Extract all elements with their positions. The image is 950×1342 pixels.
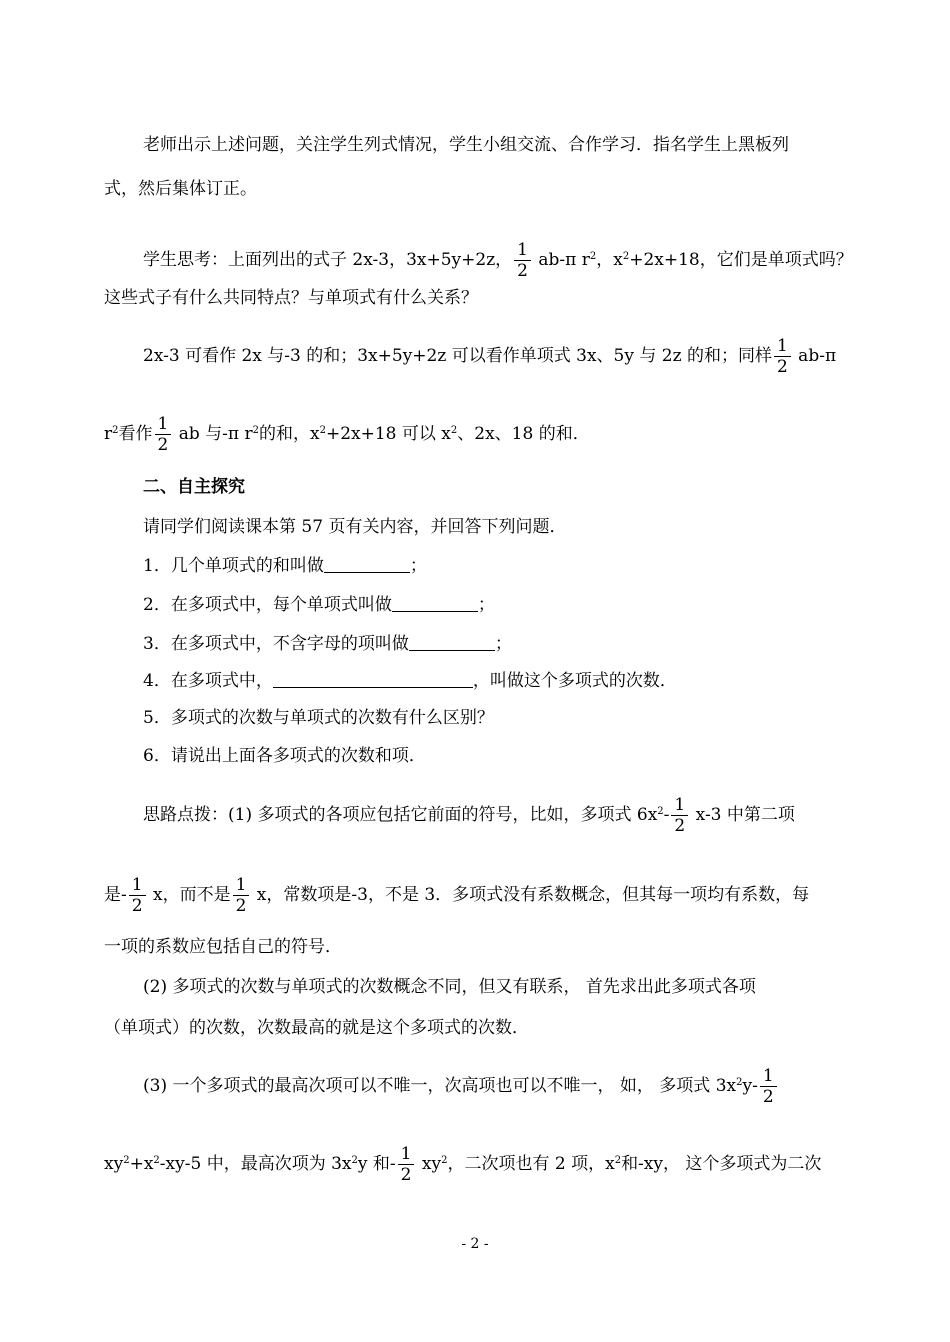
text-run: xy: [104, 1154, 124, 1174]
exponent: 2: [153, 1155, 160, 1166]
question-item: [143, 555, 427, 577]
fraction-numerator: 1: [400, 1144, 412, 1164]
fraction-denominator: 2: [760, 1086, 777, 1107]
fraction: [233, 875, 250, 916]
text-run: ，x: [596, 250, 623, 270]
paragraph-line: [143, 1066, 779, 1107]
fraction-numerator: 1: [517, 240, 528, 260]
exponent: 2: [112, 425, 119, 436]
answer-blank[interactable]: [392, 595, 478, 612]
paragraph-line: [104, 414, 590, 455]
fraction: [155, 414, 172, 455]
text-run: 思路点拨：(1) 多项式的各项应包括它前面的符号，比如，多项式 6x: [143, 805, 658, 825]
exponent: 2: [252, 425, 259, 436]
fraction: [514, 240, 531, 281]
fraction: [398, 1144, 415, 1185]
fraction: [129, 875, 146, 916]
text-run: ，叫做这个多项式的次数．: [472, 671, 677, 691]
text-run: r: [104, 424, 113, 444]
fraction-denominator: 2: [774, 356, 791, 377]
page-number: - 2 -: [461, 1236, 489, 1252]
text-run: +x: [129, 1154, 154, 1174]
question-text: 1．几个单项式的和叫做: [143, 556, 324, 576]
question-item: [143, 594, 495, 616]
paragraph-line: 请同学们阅读课本第 57 页有关内容，并回答下列问题．: [143, 517, 567, 537]
paragraph-line: 这些式子有什么共同特点？与单项式有什么关系？: [104, 288, 478, 308]
exponent: 2: [319, 425, 326, 436]
text-run: +2x+18 可以 x: [325, 424, 451, 444]
paragraph-line: [104, 1144, 821, 1185]
answer-blank[interactable]: [324, 556, 410, 573]
fraction-numerator: 1: [674, 795, 686, 815]
fraction-numerator: 1: [776, 336, 788, 356]
exponent: 2: [657, 806, 664, 817]
fraction-numerator: 1: [131, 875, 143, 895]
text-run: 的和，x: [259, 424, 320, 444]
fraction-numerator: 1: [762, 1066, 774, 1086]
text-run: ；: [477, 595, 495, 615]
fraction: [671, 795, 688, 836]
question-item: [143, 633, 512, 655]
exponent: 2: [622, 251, 630, 262]
fraction-denominator: 2: [129, 895, 146, 916]
fraction-numerator: 1: [157, 414, 169, 434]
question-text: 4．在多项式中，: [143, 671, 273, 691]
paragraph-line: [143, 336, 836, 377]
fraction-denominator: 2: [398, 1164, 415, 1185]
fraction-denominator: 2: [233, 895, 250, 916]
text-run: 2x-3 可看作 2x 与-3 的和；3x+5y+2z 可以看作单项式 3x、5y 与 2z 的和；同样: [143, 346, 772, 366]
text-run: ；: [494, 634, 512, 654]
text-run: 和-xy， 这个多项式为二次: [621, 1154, 822, 1174]
paragraph-line: (2) 多项式的次数与单项式的次数概念不同，但又有联系， 首先求出此多项式各项: [143, 977, 756, 997]
exponent: 2: [614, 1155, 622, 1166]
question-item: 5．多项式的次数与单项式的次数有什么区别？: [143, 708, 494, 728]
paragraph-line: [104, 875, 809, 916]
text-run: ，二次项也有 2 项，x: [447, 1154, 615, 1174]
question-item: 6．请说出上面各多项式的次数和项．: [143, 746, 426, 766]
exponent: 2: [589, 251, 597, 262]
text-run: x-3 中第二项: [690, 805, 795, 825]
text-run: (3) 一个多项式的最高次项可以不唯一，次高项也可以不唯一， 如， 多项式 3x: [143, 1076, 737, 1096]
fraction: [774, 336, 791, 377]
text-run: 是-: [104, 885, 127, 905]
text-run: ab-π: [792, 346, 837, 366]
fraction-numerator: 1: [235, 875, 247, 895]
text-run: 、2x、18 的和．: [457, 424, 590, 444]
text-run: x，而不是: [147, 885, 231, 905]
fraction-denominator: 2: [155, 434, 172, 455]
text-run: -xy-5 中，最高次项为 3x: [159, 1154, 352, 1174]
exponent: 2: [736, 1077, 743, 1088]
text-run: ab-π r: [532, 250, 590, 270]
text-run: y 和-: [357, 1154, 396, 1174]
paragraph-line: （单项式）的次数，次数最高的就是这个多项式的次数．: [104, 1018, 529, 1038]
paragraph-line: 式，然后集体订正。: [104, 179, 257, 199]
exponent: 2: [450, 425, 458, 436]
text-run: -: [663, 805, 670, 825]
paragraph-line: 老师出示上述问题，关注学生列式情况，学生小组交流、合作学习．指名学生上黑板列: [143, 135, 789, 155]
fraction-denominator: 2: [671, 815, 688, 836]
text-run: 看作: [118, 424, 153, 444]
text-run: +2x+18，它们是单项式吗？: [629, 250, 853, 270]
text-run: ab 与-π r: [173, 424, 253, 444]
text-run: y-: [742, 1076, 758, 1096]
answer-blank[interactable]: [273, 671, 473, 688]
text-run: 学生思考：上面列出的式子 2x-3，3x+5y+2z，: [143, 250, 513, 270]
text-run: xy: [416, 1154, 442, 1174]
question-text: 2．在多项式中，每个单项式叫做: [143, 595, 392, 615]
fraction: [760, 1066, 777, 1107]
paragraph-line: [143, 795, 795, 836]
question-item: [143, 670, 677, 692]
text-run: x，常数项是-3，不是 3．多项式没有系数概念，但其每一项均有系数，每: [251, 885, 810, 905]
exponent: 2: [123, 1155, 130, 1166]
fraction-denominator: 2: [514, 260, 531, 281]
text-run: ；: [409, 556, 427, 576]
section-heading: 二、自主探究: [143, 477, 245, 497]
answer-blank[interactable]: [409, 634, 495, 651]
exponent: 2: [351, 1155, 358, 1166]
question-text: 3．在多项式中，不含字母的项叫做: [143, 634, 409, 654]
exponent: 2: [441, 1155, 448, 1166]
paragraph-line: 一项的系数应包括自己的符号．: [104, 937, 342, 957]
paragraph-line: [143, 240, 853, 281]
